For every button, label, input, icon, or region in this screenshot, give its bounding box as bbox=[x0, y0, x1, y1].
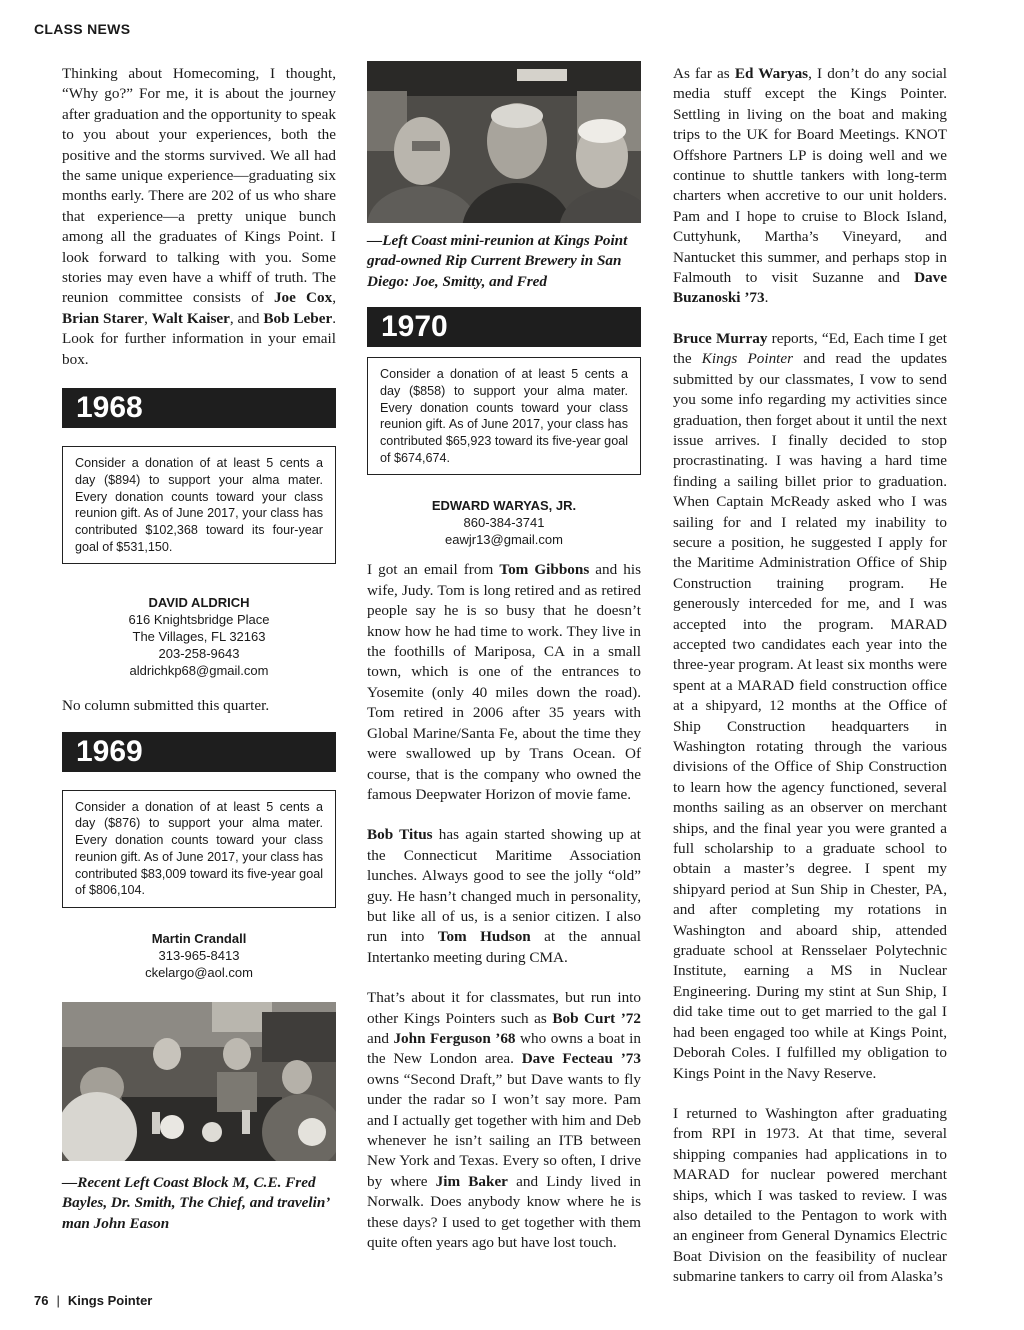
contact-name: DAVID ALDRICH bbox=[148, 595, 250, 611]
year-banner-1970: 1970 bbox=[367, 307, 641, 347]
contact-block-1968 bbox=[62, 594, 336, 679]
contact-phone: 313-965-8413 bbox=[158, 947, 240, 963]
contact-email[interactable]: ckelargo@aol.com bbox=[145, 964, 253, 980]
photo-brewery-reunion bbox=[367, 61, 641, 223]
bold-name: Brian Starer bbox=[62, 309, 145, 327]
page-number: 76 bbox=[34, 1293, 49, 1308]
contact-phone: 203-258-9643 bbox=[158, 646, 240, 662]
contact-block-1970 bbox=[367, 497, 641, 548]
contact-address-line-2: The Villages, FL 32163 bbox=[132, 629, 266, 645]
paragraph-tom-gibbons: I got an email from Tom Gibbons and his wife, Judy. Tom is long retired and as retired people say he is so busy that he doesn’t know how he had time to work. They live in the foothills of Mariposa, CA in a small town, which is one of the entrances to Yosemite (only 40 miles down the road). Tom retired in 2006 after 35 years with Global Marine/Santa Fe, about the time they were swallowed up by Trans Ocean. Of course, that is the company who owned the famous Deepwater Horizon of movie fame. bbox=[367, 561, 642, 803]
italic-title: Kings Pointer bbox=[701, 350, 794, 368]
contact-name: Martin Crandall bbox=[151, 930, 247, 946]
publication-name: Kings Pointer bbox=[67, 1293, 153, 1308]
bold-name: Tom Hudson bbox=[437, 928, 531, 946]
donation-box-1970: Consider a donation of at least 5 cents a day ($858) to support your alma mater. Every donation counts toward your class reunion gift. As of June 2017, your class has contributed $65,923 toward its five-year goal of $674,674. bbox=[367, 357, 641, 475]
donation-box-1969: Consider a donation of at least 5 cents a day ($876) to support your alma mater. Every donation counts toward your class reunion gift. As of June 2017, your class has contributed $83,009 toward its five-year goal of $806,104. bbox=[62, 790, 336, 908]
bold-name: Walt Kaiser bbox=[151, 309, 230, 327]
section-label: CLASS NEWS bbox=[34, 21, 131, 37]
year-banner-1969: 1969 bbox=[62, 732, 336, 772]
photo-block-m-dinner bbox=[62, 1002, 336, 1161]
contact-email[interactable]: aldrichkp68@gmail.com bbox=[129, 663, 269, 679]
paragraph-bruce-murray: Bruce Murray reports, “Ed, Each time I get the Kings Pointer and read the updates submitted by our classmates, I vow to send you some info regarding my activities since graduation, then forget about it until the next issue arrives. I finally decided to stop procrastinating. I was having a hard time finding a sailing billet prior to graduation. When Captain McReady asked who I was sailing for and I related my inability to secure a position, he suggested I apply for the Maritime Administration Office of Ship Construction training program. He generously interceded for me, and I was accepted into the program. MARAD accepted two candidates each year into the three-year program. At least six months were spent at a MARAD field construction office at a shipyard, 12 months at the Office of Ship Construction headquarters in Washington rotating through the various divisions of the Office of Ship Construction to learn how the agency functioned, several months sailing as an observer on merchant ships, and the final year you were granted a full scholarship to a graduate school to obtain a master’s degree. I spent my shipyard period at Sun Ship in Chester, PA, and after completing my rotations in Washington and aboard ship, attended graduate school at Rensselaer Polytechnic Institute, earning a MS in Nuclear Engineering. During my stint at Sun Ship, I did take time out to get married to the gal I had been engaged too while at Kings Point, Deborah Coles. I fulfilled my obligation to Kings Point in the Navy Reserve. bbox=[673, 329, 947, 1082]
bold-name: Dave Fecteau ’73 bbox=[521, 1050, 641, 1068]
bold-name: Bob Titus bbox=[367, 826, 433, 844]
no-column-note: No column submitted this quarter. bbox=[62, 697, 270, 715]
contact-address-line-1: 616 Knightsbridge Place bbox=[128, 612, 270, 628]
intro-paragraph: Thinking about Homecoming, I thought, “Why go?” For me, it is about the journey after graduation and the opportunity to speak to you about your experiences, both the positive and the storms survived. We all had the same unique experience—graduating six months early. There are 202 of us who share that experience—a pretty unique bunch among all the graduates of Kings Point. I look forward to talking with you. Some stories may even have a whiff of truth. The reunion committee consists of Joe Cox, Brian Starer, Walt Kaiser, and Bob Leber. Look for further information in your email box. bbox=[62, 65, 336, 368]
photo-caption-1969: —Recent Left Coast Block M, C.E. Fred Bayles, Dr. Smith, The Chief, and travelin’ man John Eason bbox=[62, 1173, 330, 1232]
photo-caption-1970: —Left Coast mini-reunion at Kings Point grad-owned Rip Current Brewery in San Diego: Joe, Smitty, and Fred bbox=[367, 232, 628, 290]
donation-box-1968: Consider a donation of at least 5 cents a day ($894) to support your alma mater. Every donation counts toward your class reunion gift. As of June 2017, your class has contributed $102,368 toward its four-year goal of $531,150. bbox=[62, 446, 336, 564]
bold-name: Bob Leber bbox=[263, 309, 333, 327]
column-3 bbox=[673, 64, 947, 1288]
paragraph-classmates: That’s about it for classmates, but run into other Kings Pointers such as Bob Curt ’72 and John Ferguson ’68 who owns a boat in the New London area. Dave Fecteau ’73 owns “Second Draft,” but Dave wants to fly under the radar so I won’t say more. Pam and I actually get together with him and Deb whenever he isn’t sailing an ITB between New York and Texas. Every so often, I drive by where Jim Baker and Lindy lived in Norwalk. Does anybody know where he is these days? I used to get together with them quite often years ago but have lost touch. bbox=[367, 989, 642, 1252]
group-dinner-photo bbox=[62, 1002, 336, 1161]
contact-name: EDWARD WARYAS, JR. bbox=[431, 498, 577, 514]
bold-name: Bruce Murray bbox=[673, 329, 768, 347]
bold-name: John Ferguson ’68 bbox=[393, 1029, 516, 1047]
paragraph-ed-waryas: As far as Ed Waryas, I don’t do any social media stuff except the Kings Pointer. Settling in living on the boat and making trips to the UK for Board Meetings. KNOT Offshore Partners LP is doing well and we continue to shuttle tankers with long-term charters when accretive to our unit holders. Pam and I hope to cruise to Block Island, Cuttyhunk, Martha’s Vineyard, and Nantucket this summer, and perhaps stop in Falmouth to visit Suzanne and Dave Buzanoski ’73. bbox=[673, 65, 947, 307]
brewery-reunion-photo bbox=[367, 61, 641, 223]
bold-name: Bob Curt ’72 bbox=[552, 1009, 641, 1027]
bold-name: Ed Waryas bbox=[734, 65, 809, 82]
year-banner-1968: 1968 bbox=[62, 388, 336, 428]
contact-phone: 860-384-3741 bbox=[463, 515, 545, 531]
contact-email[interactable]: eawjr13@gmail.com bbox=[445, 532, 563, 548]
footer-separator: | bbox=[56, 1293, 60, 1308]
column-2 bbox=[367, 64, 641, 1253]
column-1 bbox=[62, 64, 336, 1234]
bold-name: Tom Gibbons bbox=[499, 561, 590, 579]
contact-block-1969 bbox=[62, 930, 336, 981]
paragraph-bob-titus: Bob Titus has again started showing up at the Connecticut Maritime Association lunches. Always good to see the jolly “old” guy. He hasn’t changed much in personality, but like all of us, is a senior citizen. I also run into Tom Hudson at the annual Intertanko meeting during CMA. bbox=[367, 826, 642, 966]
paragraph-rpi-return: I returned to Washington after graduating from RPI in 1973. At that time, several shipping companies had applications in to MARAD for nuclear powered merchant ships, which I was tasked to review. I was also detailed to the Pentagon to work with an engineer from General Dynamics Electric Boat Division on the feasibility of nuclear submarine tankers to carry oil from Alaska’s bbox=[673, 1104, 947, 1286]
bold-name: Joe Cox bbox=[273, 289, 333, 307]
bold-name: Dave Buzanoski ’73 bbox=[673, 269, 947, 307]
bold-name: Jim Baker bbox=[435, 1172, 508, 1190]
page-footer bbox=[34, 1293, 152, 1308]
